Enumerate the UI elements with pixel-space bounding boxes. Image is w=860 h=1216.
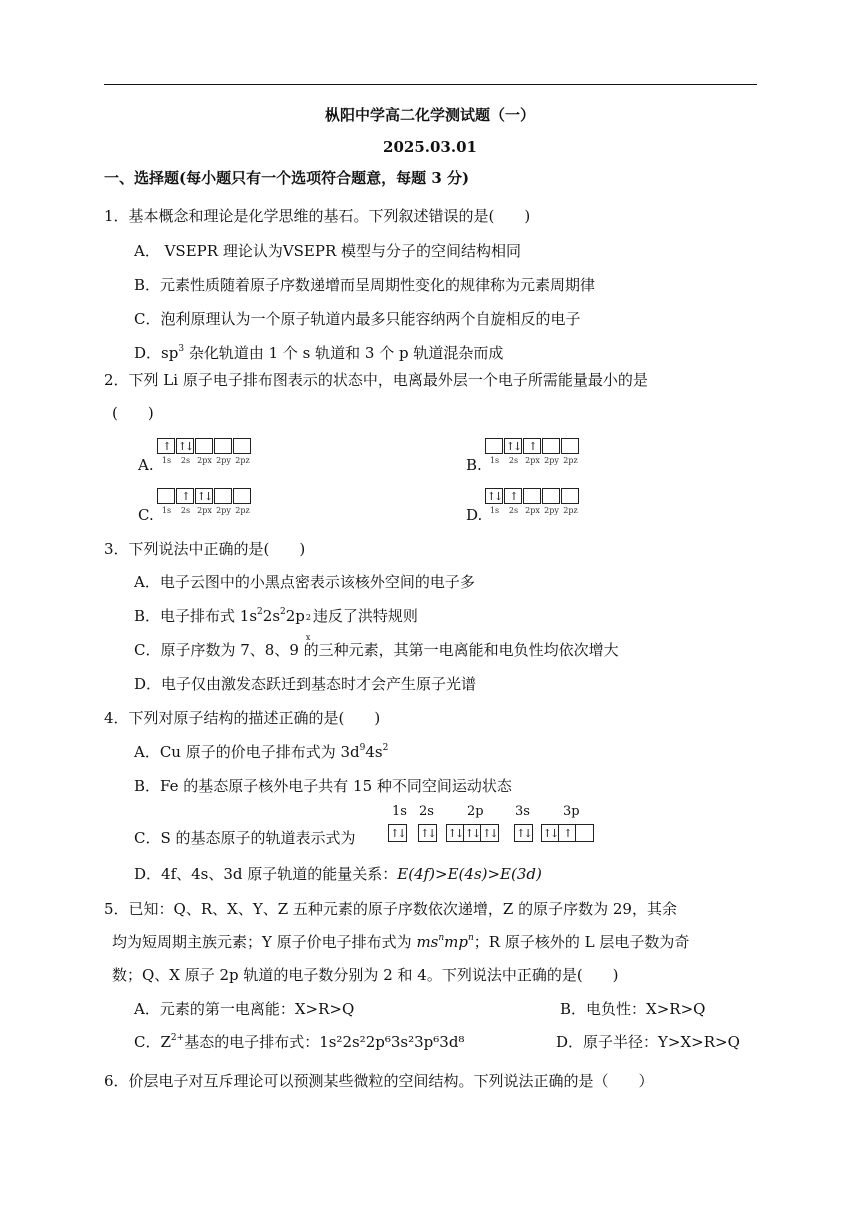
orbital-box: ↑↓ (486, 489, 502, 503)
q2-option-letter: A. (138, 456, 154, 474)
orbital-group (388, 824, 407, 842)
q4-option-b: B．Fe 的基态原子核外电子共有 15 种不同空间运动状态 (134, 777, 512, 795)
question-6-stem: 6．价层电子对互斥理论可以预测某些微粒的空间结构。下列说法正确的是（ ） (104, 1072, 654, 1090)
q3-option-c: C．原子序数为 7、8、9 的三种元素，其第一电离能和电负性均依次增大 (134, 641, 619, 659)
orbital-label: 2py (216, 506, 231, 515)
q5-option-c: C．$Z^{2+}$基态的电子排布式：1s²2s²2p⁶3s²3p⁶3d⁸ (134, 1033, 465, 1051)
orbital-label: 2pz (235, 506, 250, 515)
orbital-group (541, 824, 594, 842)
orbital-label: 2p (467, 804, 484, 819)
orbital-label: 2s (508, 506, 519, 515)
q1-option-c: C．泡利原理认为一个原子轨道内最多只能容纳两个自旋相反的电子 (134, 310, 581, 328)
orbital-label: 2s (180, 456, 191, 465)
header-rule (104, 84, 757, 85)
orbital-box: ↑↓ (420, 826, 435, 840)
orbital-group (418, 824, 437, 842)
orbital-box: ↑↓ (482, 826, 497, 840)
orbital-label: 2pz (563, 456, 578, 465)
orbital-group (514, 824, 533, 842)
orbital-box (157, 488, 175, 504)
orbital-label: 1s (161, 456, 172, 465)
q5-option-d: D．原子半径：Y>X>R>Q (556, 1033, 740, 1051)
question-1-stem: 1．基本概念和理论是化学思维的基石。下列叙述错误的是( ) (104, 207, 531, 225)
q2-orbital-labels (485, 456, 580, 465)
q2-orbital-boxes (485, 438, 580, 454)
orbital-label: 2px (525, 456, 540, 465)
q5-option-a: A．元素的第一电离能：X>R>Q (134, 1000, 355, 1018)
orbital-box: ↑↓ (505, 439, 521, 453)
exam-date: 2025.03.01 (383, 138, 477, 156)
question-2-stem: 2．下列 Li 原子电子排布图表示的状态中，电离最外层一个电子所需能量最小的是 (104, 371, 648, 389)
question-5-line-1: 5．已知：Q、R、X、Y、Z 五种元素的原子序数依次递增，Z 的原子序数为 29，其余 (104, 900, 677, 918)
orbital-label: 2s (419, 804, 434, 819)
q2-option-letter: C. (138, 506, 154, 524)
orbital-box (561, 488, 579, 504)
orbital-box: ↑ (523, 438, 541, 454)
q2-option-letter: D. (466, 506, 483, 524)
orbital-box: ↑ (157, 438, 175, 454)
q3-option-a: A．电子云图中的小黑点密表示该核外空间的电子多 (134, 573, 475, 591)
orbital-label: 2py (544, 456, 559, 465)
orbital-label: 1s (489, 506, 500, 515)
orbital-group (446, 824, 499, 842)
orbital-box: ↑↓ (196, 489, 212, 503)
orbital-box: ↑ (559, 825, 576, 841)
orbital-label: 2s (180, 506, 191, 515)
orbital-box (485, 438, 503, 454)
orbital-label: 2py (544, 506, 559, 515)
orbital-label: 2s (508, 456, 519, 465)
q2-orbital-labels (157, 456, 252, 465)
question-2-paren: ( ) (112, 404, 154, 422)
orbital-label: 1s (161, 506, 172, 515)
q2-orbital-labels (157, 506, 252, 515)
q5-option-b: B．电负性：X>R>Q (560, 1000, 706, 1018)
orbital-box: ↑ (504, 488, 522, 504)
orbital-box: ↑↓ (390, 826, 405, 840)
q2-orbital-boxes (157, 438, 252, 454)
orbital-label: 2px (525, 506, 540, 515)
orbital-box: ↑↓ (177, 439, 193, 453)
orbital-box: ↑ (176, 488, 194, 504)
q2-orbital-labels (485, 506, 580, 515)
orbital-box (542, 438, 560, 454)
orbital-box (195, 438, 213, 454)
question-3-stem: 3．下列说法中正确的是( ) (104, 540, 306, 558)
orbital-label: 1s (489, 456, 500, 465)
q1-option-b: B．元素性质随着原子序数递增而呈周期性变化的规律称为元素周期律 (134, 276, 596, 294)
orbital-label: 2pz (563, 506, 578, 515)
question-5-line-3: 数；Q、X 原子 2p 轨道的电子数分别为 2 和 4。下列说法中正确的是( ) (112, 966, 619, 984)
orbital-box (561, 438, 579, 454)
orbital-label: 1s (392, 804, 407, 819)
q2-option-letter: B. (466, 456, 482, 474)
orbital-box: ↑↓ (542, 826, 558, 840)
question-4-stem: 4．下列对原子结构的描述正确的是( ) (104, 709, 381, 727)
orbital-box: ↑↓ (447, 826, 463, 840)
q4-option-a: A．Cu 原子的价电子排布式为 $3d^94s^2$ (134, 743, 389, 761)
orbital-label: 2py (216, 456, 231, 465)
q4-option-d: D．4f、4s、3d 原子轨道的能量关系：E(4f)>E(4s)>E(3d) (134, 865, 542, 883)
question-5-line-2: 均为短周期主族元素；Y 原子价电子排布式为 $ms^nmp^n$；R 原子核外的 L 层电子数为奇 (112, 933, 690, 951)
orbital-box (233, 488, 251, 504)
orbital-label: 2px (197, 506, 212, 515)
q1-option-d: D．$sp^3$ 杂化轨道由 1 个 s 轨道和 3 个 p 轨道混杂而成 (134, 344, 504, 362)
q2-orbital-boxes (485, 488, 580, 504)
orbital-label: 2px (197, 456, 212, 465)
orbital-label: 2pz (235, 456, 250, 465)
section-heading: 一、选择题(每小题只有一个选项符合题意，每题 3 分) (104, 169, 470, 187)
page-title: 枞阳中学高二化学测试题（一） (324, 106, 535, 124)
orbital-box (523, 488, 541, 504)
q1-option-a: A． VSEPR 理论认为VSEPR 模型与分子的空间结构相同 (134, 242, 522, 260)
orbital-box (233, 438, 251, 454)
orbital-label: 3s (515, 804, 530, 819)
q3-option-b: B．电子排布式 $1s^22s^22p$ 2 x 违反了洪特规则 (134, 607, 418, 642)
q2-orbital-boxes (157, 488, 252, 504)
orbital-box (214, 488, 232, 504)
orbital-box (214, 438, 232, 454)
orbital-box (542, 488, 560, 504)
orbital-box (576, 825, 593, 841)
q3-option-d: D．电子仅由激发态跃迁到基态时才会产生原子光谱 (134, 675, 477, 693)
q4-option-c: C．S 的基态原子的轨道表示式为 (134, 829, 356, 847)
orbital-label: 3p (563, 804, 580, 819)
orbital-box: ↑↓ (516, 826, 531, 840)
orbital-box: ↑↓ (464, 826, 480, 840)
